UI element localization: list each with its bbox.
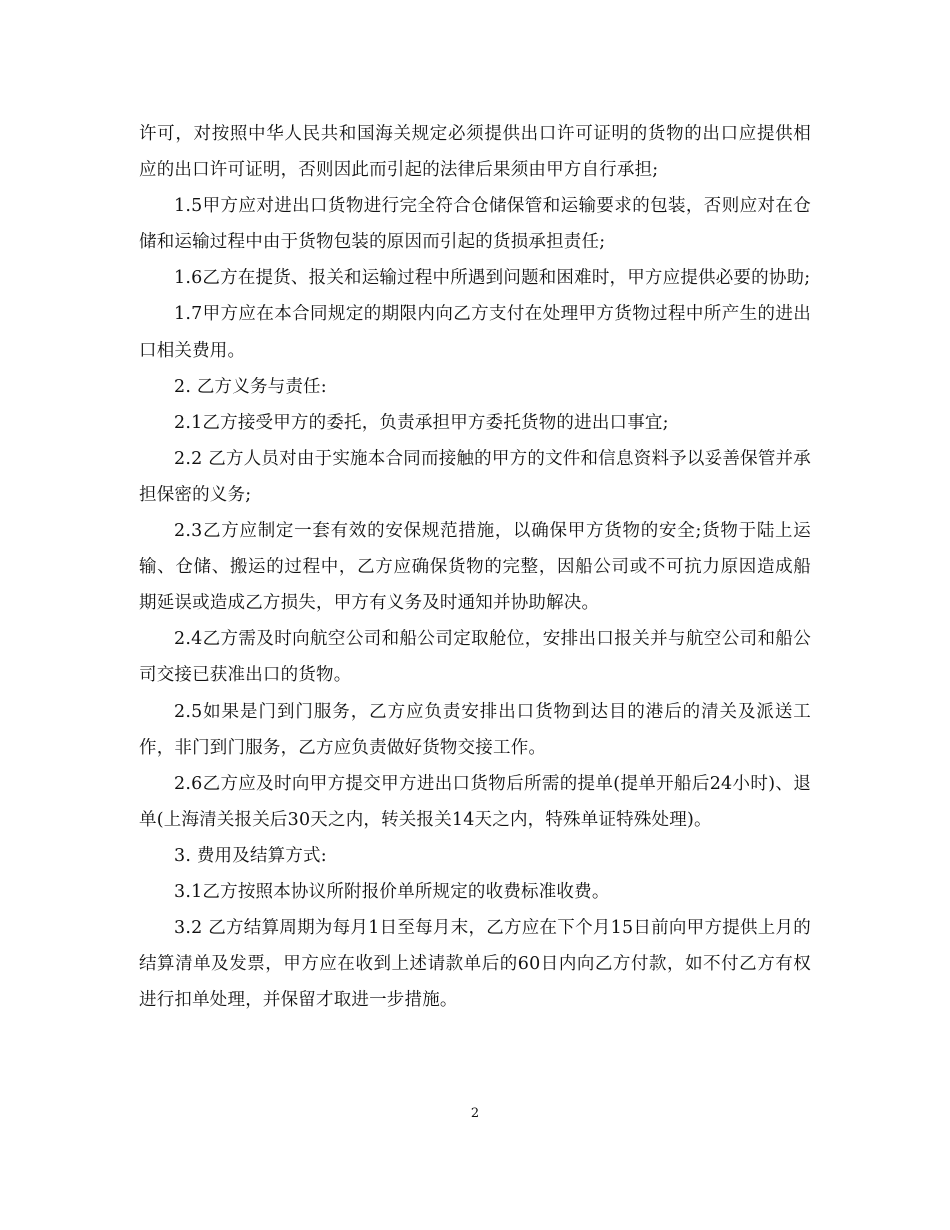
paragraph-clause-2-3: 2.3乙方应制定一套有效的安保规范措施，以确保甲方货物的安全;货物于陆上运输、仓储、搬运的过程中，乙方应确保货物的完整，因船公司或不可抗力原因造成船期延误或造成乙方损失，甲方有义务及时通知并协助解决。 xyxy=(139,521,811,614)
paragraph-clause-2-2: 2.2 乙方人员对由于实施本合同而接触的甲方的文件和信息资料予以妥善保管并承担保密的义务; xyxy=(139,448,811,505)
section-heading-2: 2. 乙方义务与责任: xyxy=(174,376,327,397)
paragraph-clause-2-4: 2.4乙方需及时向航空公司和船公司定取舱位，安排出口报关并与航空公司和船公司交接已获准出口的货物。 xyxy=(139,629,811,686)
paragraph-clause-1-7: 1.7甲方应在本合同规定的期限内向乙方支付在处理甲方货物过程中所产生的进出口相关费用。 xyxy=(139,304,811,361)
page-number: 2 xyxy=(470,1106,480,1121)
paragraph-clause-1-5: 1.5甲方应对进出口货物进行完全符合仓储保管和运输要求的包装，否则应对在仓储和运输过程中由于货物包装的原因而引起的货损承担责任; xyxy=(139,196,811,253)
paragraph-clause-2-6: 2.6乙方应及时向甲方提交甲方进出口货物后所需的提单(提单开船后24小时)、退单(上海清关报关后30天之内，转关报关14天之内，特殊单证特殊处理)。 xyxy=(139,773,811,830)
paragraph-permit-continuation: 许可，对按照中华人民共和国海关规定必须提供出口许可证明的货物的出口应提供相应的出口许可证明，否则因此而引起的法律后果须由甲方自行承担; xyxy=(139,124,811,181)
paragraph-clause-1-6: 1.6乙方在提货、报关和运输过程中所遇到问题和困难时，甲方应提供必要的协助; xyxy=(174,268,811,289)
document-body xyxy=(139,116,811,1018)
paragraph-clause-3-1: 3.1乙方按照本协议所附报价单所规定的收费标准收费。 xyxy=(174,881,610,902)
paragraph-clause-2-1: 2.1乙方接受甲方的委托，负责承担甲方委托货物的进出口事宜; xyxy=(174,412,669,433)
paragraph-clause-2-5: 2.5如果是门到门服务，乙方应负责安排出口货物到达目的港后的清关及派送工作，非门到门服务，乙方应负责做好货物交接工作。 xyxy=(139,701,811,758)
paragraph-clause-3-2: 3.2 乙方结算周期为每月1日至每月末，乙方应在下个月15日前向甲方提供上月的结算清单及发票，甲方应在收到上述请款单后的60日内向乙方付款，如不付乙方有权进行扣单处理，并保留才取进一步措施。 xyxy=(139,918,811,1011)
section-heading-3: 3. 费用及结算方式: xyxy=(174,845,327,866)
